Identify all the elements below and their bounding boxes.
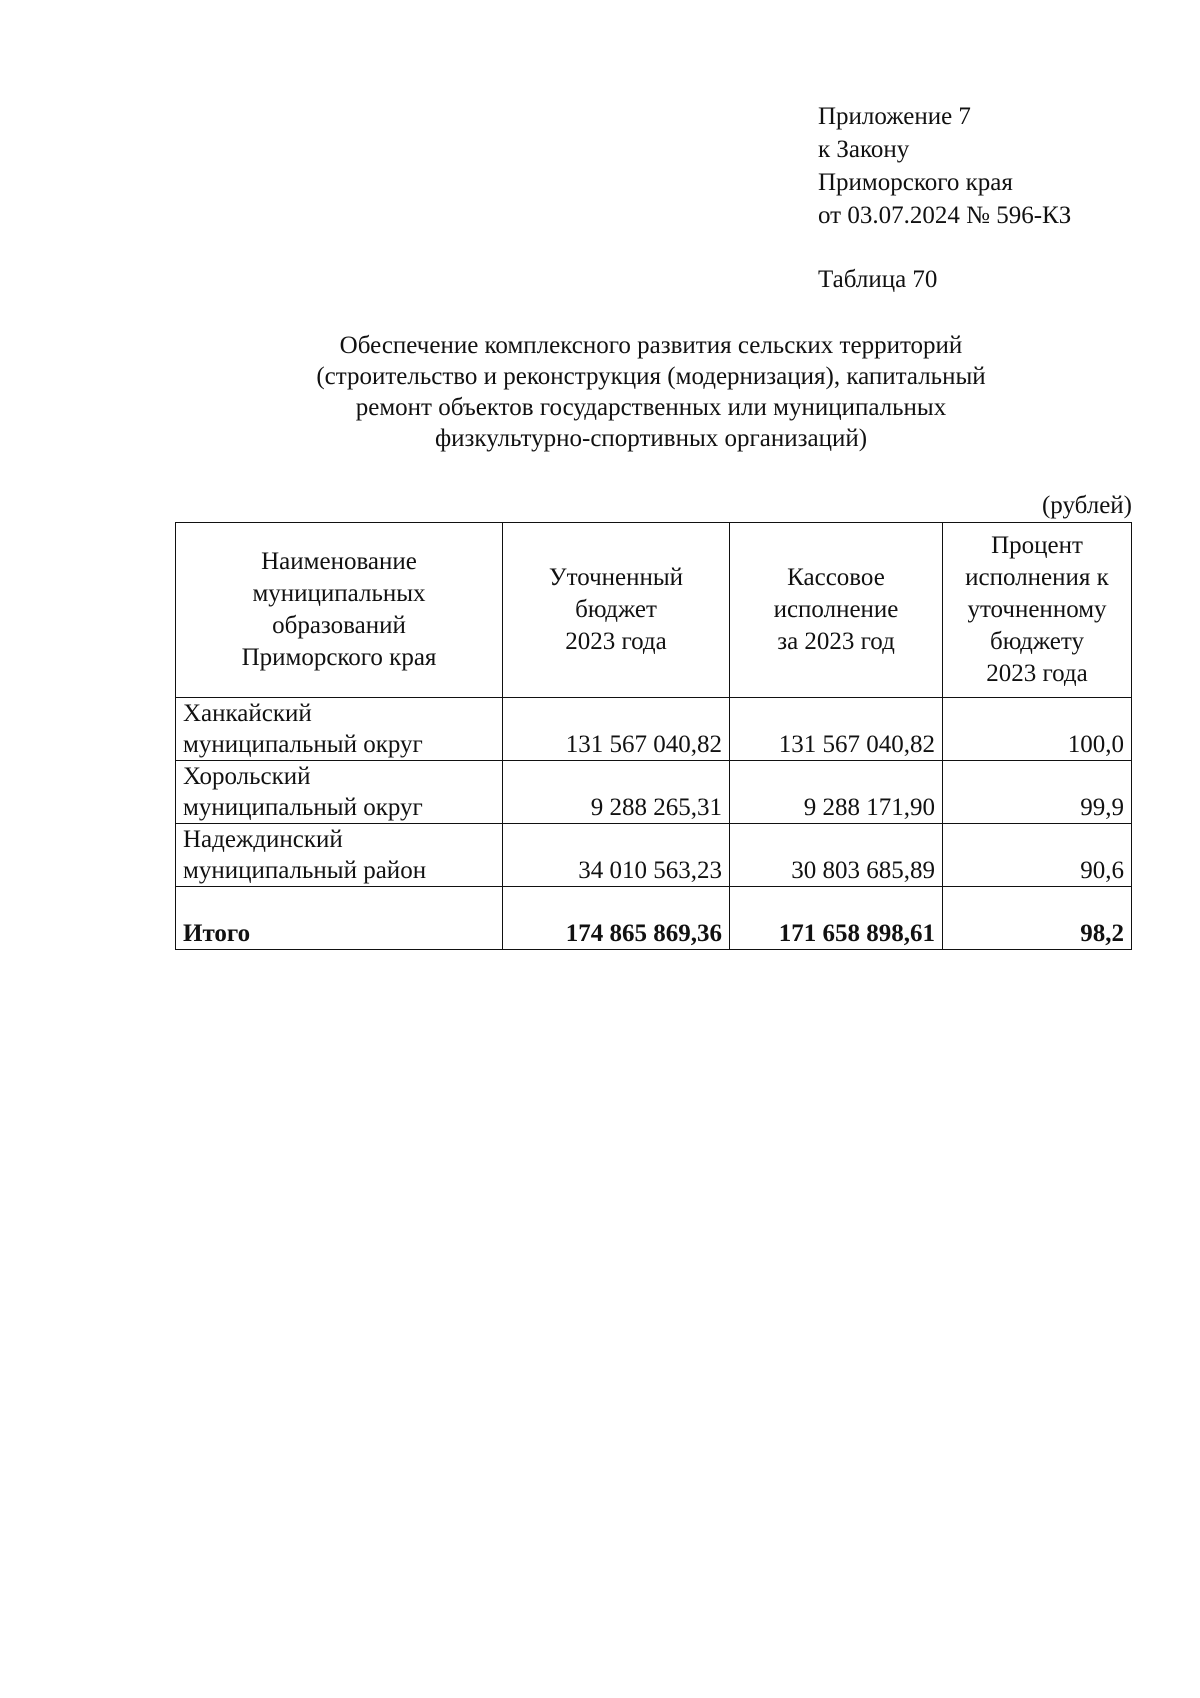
budget-value: 34 010 563,23 [503,824,730,887]
table-row [176,761,1132,824]
municipality-name: Надеждинский муниципальный район [176,824,503,887]
percent-value: 99,9 [943,761,1132,824]
executed-value: 9 288 171,90 [730,761,943,824]
budget-table [175,522,1132,950]
municipality-name: Ханкайский муниципальный округ [176,698,503,761]
budget-value: 131 567 040,82 [503,698,730,761]
table-number: Таблица 70 [818,266,938,293]
title-line: физкультурно-спортивных организаций) [434,425,868,452]
header-municipality: Наименование муниципальных образований Приморского края [176,523,503,698]
header-percent: Процент исполнения к уточненному бюджету 2023 года [943,523,1132,698]
table-row [176,698,1132,761]
header-budget: Уточненный бюджет 2023 года [503,523,730,698]
annex-line: Приморского края [818,169,1013,196]
total-percent-value: 98,2 [943,887,1132,950]
annex-line: к Закону [818,136,910,163]
budget-value: 9 288 265,31 [503,761,730,824]
total-label: Итого [176,887,503,950]
total-executed-value: 171 658 898,61 [730,887,943,950]
municipality-name: Хорольский муниципальный округ [176,761,503,824]
title-line: Обеспечение комплексного развития сельских территорий [339,332,963,359]
annex-line: Приложение 7 [818,103,971,130]
header-executed: Кассовое исполнение за 2023 год [730,523,943,698]
total-budget-value: 174 865 869,36 [503,887,730,950]
table-row [176,824,1132,887]
annex-reference [818,100,1071,232]
executed-value: 30 803 685,89 [730,824,943,887]
percent-value: 90,6 [943,824,1132,887]
executed-value: 131 567 040,82 [730,698,943,761]
total-row [176,887,1132,950]
document-title [170,330,1132,454]
title-line: (строительство и реконструкция (модернизация), капитальный [316,363,986,390]
percent-value: 100,0 [943,698,1132,761]
table-header-row [176,523,1132,698]
annex-line: от 03.07.2024 № 596-КЗ [818,202,1072,229]
units-label: (рублей) [1041,492,1132,519]
title-line: ремонт объектов государственных или муниципальных [355,394,947,421]
